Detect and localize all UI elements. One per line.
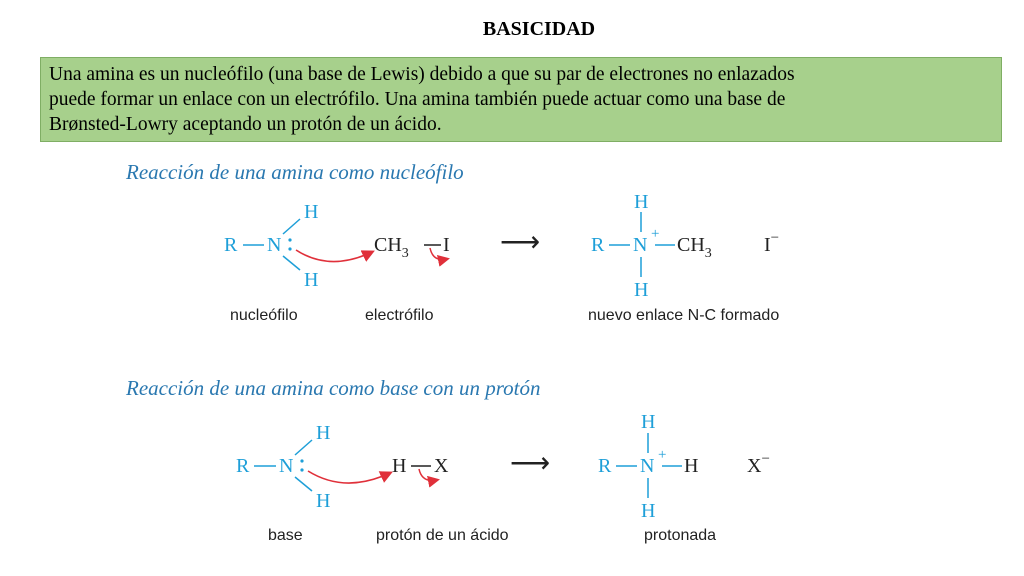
r1-lone-pair-dot	[288, 238, 291, 241]
reaction1-product	[591, 191, 675, 301]
r1-prod-h-top: H	[634, 191, 649, 213]
slide-title: BASICIDAD	[482, 18, 596, 40]
r1-lone-pair-dot	[288, 247, 291, 250]
r2-lone-pair-dot	[300, 459, 303, 462]
r2-prod-plus-charge: +	[658, 447, 667, 463]
r1-iodide-ion: I−	[764, 230, 780, 256]
r1-ch3-group: $CH_3$	[374, 234, 409, 261]
intro-line-1: Una amina es un nucleófilo (una base de Lewis) debido a que su par de electrones no enlazados	[49, 64, 795, 85]
r2-label-base: base	[268, 527, 303, 544]
r1-prod-n-atom: N	[633, 234, 648, 256]
reaction1-heading: Reacción de una amina como nucleófilo	[126, 160, 464, 184]
r2-h-atom: H	[392, 455, 407, 477]
r2-reaction-arrow: ⟶	[510, 448, 551, 479]
reaction1-amine	[224, 201, 318, 291]
r1-label-product: nuevo enlace N-C formado	[588, 307, 780, 324]
r2-nh-bond-bottom	[295, 477, 312, 491]
r2-prod-r-atom: R	[598, 455, 612, 477]
r1-prod-h-bottom: H	[634, 279, 649, 301]
r1-prod-plus-charge: +	[651, 226, 660, 242]
intro-line-3: Brønsted-Lowry aceptando un protón de un ácido.	[49, 114, 442, 135]
r1-h-bottom: H	[304, 269, 319, 291]
r1-nh-bond-top	[283, 219, 300, 234]
reaction1-electrophile	[374, 234, 450, 261]
r2-curved-arrow-attack	[308, 471, 390, 483]
reaction2-heading: Reacción de una amina como base con un protón	[126, 376, 541, 400]
r1-label-nucleophile: nucleófilo	[230, 307, 298, 324]
r1-n-atom: N	[267, 234, 282, 256]
r2-n-atom: N	[279, 455, 294, 477]
r1-prod-ch3: $CH_3$	[677, 234, 712, 261]
r1-nh-bond-bottom	[283, 256, 300, 270]
r1-iodine-atom: I	[443, 234, 450, 256]
r2-prod-n-atom: N	[640, 455, 655, 477]
r1-curved-arrow-attack	[296, 250, 372, 262]
reaction2-amine	[236, 422, 330, 512]
r1-prod-r-atom: R	[591, 234, 605, 256]
r2-anion-x: X−	[747, 451, 770, 477]
r2-x-atom: X	[434, 455, 449, 477]
r2-h-bottom: H	[316, 490, 331, 512]
reaction2-product	[598, 411, 682, 522]
r2-label-acid: protón de un ácido	[376, 527, 509, 544]
r1-label-electrophile: electrófilo	[365, 307, 434, 324]
r1-r-atom: R	[224, 234, 238, 256]
r2-prod-h-top: H	[641, 411, 656, 433]
r2-nh-bond-top	[295, 440, 312, 455]
r2-prod-h-bottom: H	[641, 500, 656, 522]
r2-h-top: H	[316, 422, 331, 444]
r2-r-atom: R	[236, 455, 250, 477]
r2-prod-h-right: H	[684, 455, 699, 477]
intro-line-2: puede formar un enlace con un electrófilo. Una amina también puede actuar como una base de	[49, 89, 786, 110]
r1-h-top: H	[304, 201, 319, 223]
r2-lone-pair-dot	[300, 468, 303, 471]
r1-reaction-arrow: ⟶	[500, 227, 541, 258]
r2-label-product: protonada	[644, 527, 717, 544]
